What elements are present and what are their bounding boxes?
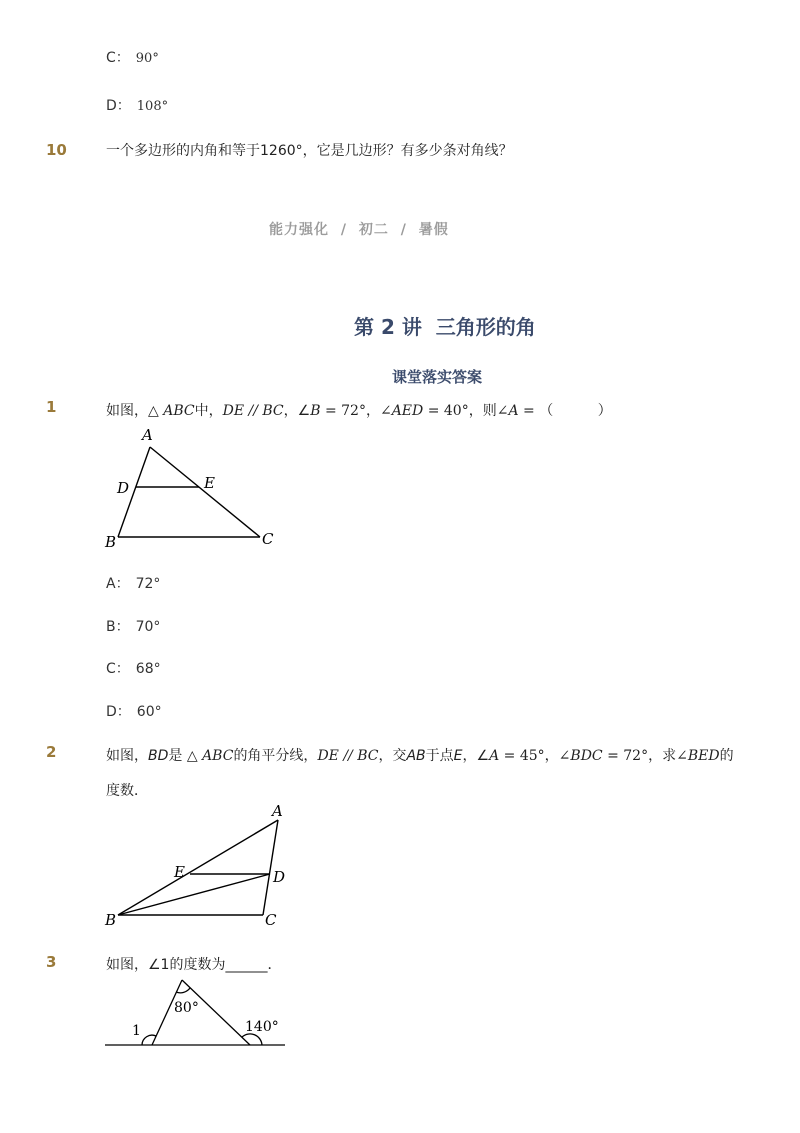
option-value: 108°	[136, 99, 169, 114]
lesson-title: 第 2 讲 三角形的角	[354, 315, 536, 339]
math-fragment: AED	[391, 403, 424, 419]
header-part: 能力强化	[269, 222, 329, 238]
vertex-label-d: D	[273, 868, 286, 886]
math-fragment: ABC	[202, 748, 234, 764]
math-fragment: DE // BC	[317, 748, 379, 764]
math-fragment: BDC	[570, 748, 603, 764]
option-a[interactable]	[106, 573, 160, 593]
option-value: 60°	[136, 704, 162, 720]
question-1-text	[106, 401, 612, 421]
text-fragment: = （ ）	[518, 403, 612, 419]
text-fragment: ，∠	[283, 403, 311, 419]
text-fragment: = 72°，∠	[320, 403, 392, 419]
option-label: C：	[106, 50, 130, 66]
angle-label-right: 140°	[245, 1019, 279, 1035]
question-3-text	[106, 955, 281, 975]
header-part: 暑假	[418, 222, 449, 238]
text-fragment: ，∠	[462, 748, 490, 764]
vertex-label-c: C	[262, 530, 274, 548]
option-value: 68°	[135, 661, 161, 677]
option-d[interactable]	[106, 701, 162, 721]
segment-ba	[118, 820, 278, 915]
vertex-label-e: E	[174, 863, 185, 881]
vertex-label-e: E	[204, 474, 215, 492]
vertex-label-d: D	[117, 479, 130, 497]
question-number-2: 2	[46, 743, 57, 761]
option-d-prev	[106, 95, 168, 115]
math-fragment: ABC	[163, 403, 195, 419]
text-fragment: 如图，	[106, 748, 148, 764]
question-number-10: 10	[46, 141, 67, 159]
option-label: D：	[106, 704, 131, 720]
math-fragment: BED	[687, 748, 720, 764]
option-c-prev	[106, 47, 159, 67]
math-fragment: A	[489, 748, 500, 764]
text-fragment: 的	[719, 748, 734, 764]
vertex-label-a: A	[142, 426, 153, 444]
vertex-label-b: B	[105, 533, 117, 551]
header-part: 初二	[358, 222, 389, 238]
text-fragment: 中，	[194, 403, 223, 419]
header-separator: /	[400, 222, 407, 238]
math-fragment: DE // BC	[222, 403, 284, 419]
segment-ac	[150, 447, 260, 537]
angle-label-1: 1	[132, 1023, 141, 1039]
question-number-3: 3	[46, 953, 57, 971]
figure-q2-triangle	[100, 800, 300, 930]
answer-blank[interactable]: ______	[225, 957, 268, 973]
math-fragment: B	[310, 403, 321, 419]
question-10-text: 一个多边形的内角和等于1260°，它是几边形？有多少条对角线？	[106, 143, 513, 159]
text-fragment: = 45°，∠	[499, 748, 571, 764]
option-b[interactable]	[106, 616, 160, 636]
page-header	[269, 219, 449, 239]
text-fragment: 于点	[425, 748, 454, 764]
text-fragment: 是 △	[168, 748, 203, 764]
option-label: A：	[106, 576, 130, 592]
option-label: B：	[106, 619, 130, 635]
segment-bd	[118, 874, 270, 915]
angle-label-top: 80°	[174, 1000, 199, 1016]
vertex-label-c: C	[265, 911, 277, 929]
figure-q1-triangle	[100, 422, 290, 552]
text-fragment: = 72°，求∠	[602, 748, 688, 764]
question-2-text-line2: 度数．	[106, 783, 148, 799]
header-separator: /	[340, 222, 347, 238]
text-fragment: ．	[267, 957, 282, 973]
question-number-1: 1	[46, 398, 57, 416]
option-c[interactable]	[106, 658, 161, 678]
question-2-text	[106, 746, 734, 766]
figure-q3-triangle	[100, 975, 295, 1055]
vertex-label-b: B	[105, 911, 117, 929]
math-fragment: AB	[406, 748, 426, 764]
text-fragment: ，交	[378, 748, 407, 764]
option-value: 70°	[135, 619, 161, 635]
text-fragment: = 40°，则∠	[423, 403, 509, 419]
vertex-label-a: A	[272, 802, 283, 820]
math-fragment: A	[508, 403, 519, 419]
text-fragment: 的角平分线，	[233, 748, 318, 764]
text-fragment: 如图，△	[106, 403, 164, 419]
option-label: D：	[106, 98, 131, 114]
text-fragment: 如图，∠1的度数为	[106, 957, 226, 973]
option-value: 72°	[135, 576, 161, 592]
option-label: C：	[106, 661, 130, 677]
option-value: 90°	[135, 51, 159, 66]
math-fragment: E	[453, 748, 463, 764]
lesson-subtitle: 课堂落实答案	[392, 368, 483, 386]
math-fragment: BD	[148, 748, 169, 764]
